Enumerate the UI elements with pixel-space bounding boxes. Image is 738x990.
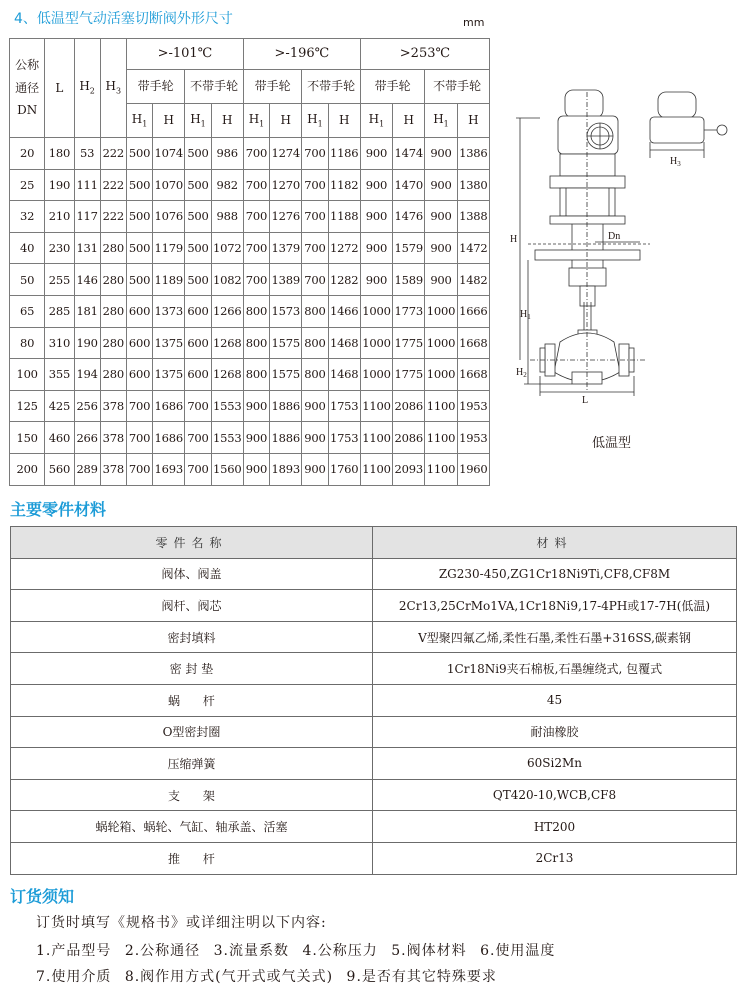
table-cell: 1100 [360, 422, 392, 454]
label-h3: $H_3$ [670, 156, 681, 168]
table-cell: 986 [211, 138, 243, 170]
table-cell: 700 [302, 138, 328, 170]
table-cell: 460 [45, 422, 74, 454]
header-h1: $H_1$ [302, 104, 328, 138]
table-cell: 1070 [153, 169, 185, 201]
part-material: 2Cr13,25CrMo1VA,1Cr18Ni9,17-4PH或17-7H(低温) [373, 590, 737, 622]
label-h: H [510, 234, 518, 245]
part-name: 蜗轮箱、蜗轮、气缸、轴承盖、活塞 [11, 811, 373, 843]
table-cell: 280 [100, 264, 126, 296]
table-cell: 900 [302, 422, 328, 454]
table-cell: 1266 [211, 295, 243, 327]
table-cell: 210 [45, 201, 74, 233]
parts-row [11, 684, 737, 716]
table-row [10, 295, 490, 327]
header-h: H [211, 104, 243, 138]
table-cell: 1573 [270, 295, 302, 327]
table-cell: 1468 [328, 327, 360, 359]
dimensions-table [9, 38, 490, 486]
header-l: L [45, 39, 74, 138]
table-cell: 1474 [393, 138, 425, 170]
table-cell: 700 [243, 232, 269, 264]
table-cell: 117 [74, 201, 100, 233]
table-cell: 500 [126, 232, 152, 264]
table-cell: 600 [185, 327, 211, 359]
table-cell: 1886 [270, 422, 302, 454]
table-cell: 1386 [457, 138, 489, 170]
table-cell: 150 [10, 422, 45, 454]
table-cell: 900 [360, 201, 392, 233]
table-cell: 700 [302, 169, 328, 201]
table-cell: 700 [185, 390, 211, 422]
table-cell: 600 [185, 295, 211, 327]
table-cell: 500 [185, 232, 211, 264]
table-cell: 280 [100, 327, 126, 359]
extension-plate [535, 250, 640, 260]
parts-row [11, 558, 737, 590]
table-cell: 255 [45, 264, 74, 296]
table-cell: 1389 [270, 264, 302, 296]
ordering-item: 1.产品型号 [36, 943, 112, 959]
parts-header-material: 材料 [373, 527, 737, 559]
table-cell: 900 [243, 453, 269, 485]
ordering-line-1 [36, 940, 555, 960]
table-cell: 230 [45, 232, 74, 264]
table-cell: 1373 [153, 295, 185, 327]
table-cell: 1100 [360, 390, 392, 422]
table-cell: 700 [185, 453, 211, 485]
side-actuator [658, 92, 696, 118]
header-h: H [393, 104, 425, 138]
table-cell: 1686 [153, 422, 185, 454]
table-cell: 194 [74, 359, 100, 391]
table-cell: 1775 [393, 359, 425, 391]
table-cell: 100 [10, 359, 45, 391]
part-name: 支 架 [11, 779, 373, 811]
table-cell: 1100 [425, 390, 457, 422]
table-row [10, 390, 490, 422]
part-material: 60Si2Mn [373, 748, 737, 780]
parts-table [10, 526, 737, 875]
ordering-title: 订货须知 [10, 887, 75, 906]
table-cell: 500 [185, 264, 211, 296]
part-material: HT200 [373, 811, 737, 843]
header-temp-253: >253℃ [360, 39, 489, 70]
table-cell: 1072 [211, 232, 243, 264]
table-cell: 1686 [153, 390, 185, 422]
table-cell: 1000 [360, 327, 392, 359]
table-cell: 1272 [328, 232, 360, 264]
table-cell: 1693 [153, 453, 185, 485]
table-cell: 1375 [153, 327, 185, 359]
table-cell: 700 [126, 453, 152, 485]
table-cell: 1000 [425, 295, 457, 327]
label-dn: Dn [608, 231, 621, 242]
table-cell: 600 [126, 295, 152, 327]
table-cell: 1268 [211, 359, 243, 391]
table-cell: 500 [126, 264, 152, 296]
table-cell: 25 [10, 169, 45, 201]
table-cell: 600 [126, 359, 152, 391]
part-material: 1Cr18Ni9夹石棉板,石墨缠绕式, 包覆式 [373, 653, 737, 685]
header-with-handwheel: 带手轮 [243, 70, 301, 104]
cylinder [560, 154, 615, 176]
part-name: 密封填料 [11, 621, 373, 653]
table-cell: 900 [360, 264, 392, 296]
table-cell: 1753 [328, 422, 360, 454]
part-name: 密 封 垫 [11, 653, 373, 685]
table-cell: 1476 [393, 201, 425, 233]
part-material: 耐油橡胶 [373, 716, 737, 748]
table-row [10, 138, 490, 170]
table-cell: 900 [425, 232, 457, 264]
header-h: H [457, 104, 489, 138]
table-cell: 1282 [328, 264, 360, 296]
table-cell: 256 [74, 390, 100, 422]
ordering-item: 9.是否有其它特殊要求 [346, 969, 497, 985]
table-cell: 900 [360, 232, 392, 264]
table-cell: 1000 [360, 359, 392, 391]
table-cell: 425 [45, 390, 74, 422]
table-row [10, 359, 490, 391]
header-without-handwheel: 不带手轮 [425, 70, 490, 104]
table-cell: 900 [425, 138, 457, 170]
table-cell: 700 [302, 232, 328, 264]
table-cell: 111 [74, 169, 100, 201]
table-cell: 310 [45, 327, 74, 359]
table-cell: 1379 [270, 232, 302, 264]
table-cell: 65 [10, 295, 45, 327]
parts-row [11, 811, 737, 843]
table-cell: 1100 [425, 422, 457, 454]
table-cell: 1482 [457, 264, 489, 296]
table-cell: 1773 [393, 295, 425, 327]
part-name: 压缩弹簧 [11, 748, 373, 780]
table-cell: 500 [185, 169, 211, 201]
table-cell: 1375 [153, 359, 185, 391]
table-cell: 280 [100, 295, 126, 327]
parts-row [11, 621, 737, 653]
table-cell: 1953 [457, 390, 489, 422]
table-cell: 131 [74, 232, 100, 264]
table-cell: 1960 [457, 453, 489, 485]
table-cell: 1380 [457, 169, 489, 201]
table-cell: 1388 [457, 201, 489, 233]
table-cell: 2086 [393, 422, 425, 454]
header-h1: $H_1$ [185, 104, 211, 138]
parts-row [11, 716, 737, 748]
table-cell: 700 [185, 422, 211, 454]
table-cell: 1893 [270, 453, 302, 485]
unit-label: mm [463, 16, 485, 29]
part-name: 阀体、阀盖 [11, 558, 373, 590]
table-cell: 1000 [425, 359, 457, 391]
table-cell: 1470 [393, 169, 425, 201]
table-cell: 1953 [457, 422, 489, 454]
parts-row [11, 779, 737, 811]
table-cell: 1000 [425, 327, 457, 359]
table-cell: 1270 [270, 169, 302, 201]
table-cell: 800 [243, 327, 269, 359]
table-cell: 2086 [393, 390, 425, 422]
ordering-item: 8.阀作用方式(气开式或气关式) [124, 969, 334, 985]
table-cell: 40 [10, 232, 45, 264]
table-row [10, 232, 490, 264]
table-cell: 1575 [270, 327, 302, 359]
table-cell: 20 [10, 138, 45, 170]
table-row [10, 201, 490, 233]
table-cell: 1668 [457, 327, 489, 359]
header-with-handwheel: 带手轮 [126, 70, 184, 104]
table-cell: 700 [302, 201, 328, 233]
table-cell: 1468 [328, 359, 360, 391]
table-cell: 378 [100, 453, 126, 485]
header-temp-196: >-196℃ [243, 39, 360, 70]
table-cell: 900 [360, 169, 392, 201]
table-cell: 1579 [393, 232, 425, 264]
part-material: V型聚四氟乙烯,柔性石墨,柔性石墨+316SS,碳素钢 [373, 621, 737, 653]
table-cell: 600 [126, 327, 152, 359]
part-material: ZG230-450,ZG1Cr18Ni9Ti,CF8,CF8M [373, 558, 737, 590]
table-cell: 1082 [211, 264, 243, 296]
table-cell: 500 [185, 138, 211, 170]
table-cell: 222 [100, 201, 126, 233]
table-cell: 1076 [153, 201, 185, 233]
table-cell: 988 [211, 201, 243, 233]
header-h1: $H_1$ [126, 104, 152, 138]
table-cell: 1100 [425, 453, 457, 485]
table-cell: 80 [10, 327, 45, 359]
ordering-item: 2.公称通径 [124, 943, 201, 959]
table-cell: 700 [126, 422, 152, 454]
header-dn: 公称 通径 DN [10, 39, 45, 138]
table-cell: 1276 [270, 201, 302, 233]
table-cell: 1560 [211, 453, 243, 485]
table-cell: 285 [45, 295, 74, 327]
table-cell: 500 [126, 201, 152, 233]
table-cell: 600 [185, 359, 211, 391]
table-cell: 700 [243, 201, 269, 233]
table-cell: 900 [302, 390, 328, 422]
table-cell: 1666 [457, 295, 489, 327]
parts-row [11, 842, 737, 874]
table-cell: 1274 [270, 138, 302, 170]
table-cell: 700 [302, 264, 328, 296]
part-material: 2Cr13 [373, 842, 737, 874]
table-cell: 800 [302, 327, 328, 359]
table-cell: 1466 [328, 295, 360, 327]
table-cell: 900 [302, 453, 328, 485]
part-name: 推 杆 [11, 842, 373, 874]
header-without-handwheel: 不带手轮 [302, 70, 360, 104]
table-cell: 1186 [328, 138, 360, 170]
parts-row [11, 653, 737, 685]
header-h3: $H_3$ [100, 39, 126, 138]
table-cell: 1553 [211, 390, 243, 422]
table-cell: 378 [100, 390, 126, 422]
ordering-intro: 订货时填写《规格书》或详细注明以下内容: [36, 915, 327, 931]
table-cell: 280 [100, 359, 126, 391]
table-cell: 800 [243, 295, 269, 327]
ordering-item: 7.使用介质 [36, 969, 112, 985]
header-h1: $H_1$ [243, 104, 269, 138]
table-cell: 900 [243, 390, 269, 422]
header-without-handwheel: 不带手轮 [185, 70, 243, 104]
table-cell: 800 [302, 359, 328, 391]
table-cell: 266 [74, 422, 100, 454]
table-cell: 1100 [360, 453, 392, 485]
diagram-caption: 低温型 [592, 436, 632, 451]
table-cell: 1074 [153, 138, 185, 170]
table-cell: 190 [74, 327, 100, 359]
table-cell: 2093 [393, 453, 425, 485]
table-cell: 32 [10, 201, 45, 233]
header-h2: $H_2$ [74, 39, 100, 138]
table-cell: 53 [74, 138, 100, 170]
table-row [10, 422, 490, 454]
table-cell: 982 [211, 169, 243, 201]
table-row [10, 264, 490, 296]
table-cell: 1000 [360, 295, 392, 327]
table-cell: 800 [243, 359, 269, 391]
table-cell: 500 [126, 138, 152, 170]
table-cell: 700 [126, 390, 152, 422]
table-cell: 1760 [328, 453, 360, 485]
table-cell: 146 [74, 264, 100, 296]
header-h1: $H_1$ [360, 104, 392, 138]
table-cell: 1668 [457, 359, 489, 391]
table-cell: 700 [243, 138, 269, 170]
parts-row [11, 590, 737, 622]
dimensions-title: 4、低温型气动活塞切断阀外形尺寸 [14, 11, 233, 27]
table-cell: 700 [243, 169, 269, 201]
label-h1: $H_1$ [520, 309, 531, 321]
table-cell: 1472 [457, 232, 489, 264]
table-cell: 900 [360, 138, 392, 170]
parts-header-name: 零件名称 [11, 527, 373, 559]
table-cell: 50 [10, 264, 45, 296]
part-name: O型密封圈 [11, 716, 373, 748]
table-row [10, 169, 490, 201]
ordering-item: 3.流量系数 [213, 943, 289, 959]
table-cell: 560 [45, 453, 74, 485]
table-cell: 190 [45, 169, 74, 201]
table-cell: 1575 [270, 359, 302, 391]
valve-diagram [500, 72, 738, 462]
table-cell: 1753 [328, 390, 360, 422]
table-cell: 280 [100, 232, 126, 264]
parts-title: 主要零件材料 [10, 500, 107, 519]
part-name: 蜗 杆 [11, 684, 373, 716]
table-cell: 355 [45, 359, 74, 391]
parts-row [11, 748, 737, 780]
table-cell: 900 [425, 264, 457, 296]
table-cell: 1182 [328, 169, 360, 201]
table-cell: 800 [302, 295, 328, 327]
table-cell: 900 [425, 201, 457, 233]
part-material: 45 [373, 684, 737, 716]
table-cell: 378 [100, 422, 126, 454]
table-row [10, 327, 490, 359]
table-cell: 1188 [328, 201, 360, 233]
ordering-line-2 [36, 966, 497, 986]
header-h1: $H_1$ [425, 104, 457, 138]
label-l: L [582, 395, 589, 406]
header-h: H [328, 104, 360, 138]
table-cell: 1886 [270, 390, 302, 422]
header-h: H [153, 104, 185, 138]
table-cell: 181 [74, 295, 100, 327]
table-cell: 900 [425, 169, 457, 201]
table-cell: 180 [45, 138, 74, 170]
table-cell: 289 [74, 453, 100, 485]
label-h2: $H_2$ [516, 367, 527, 379]
table-cell: 200 [10, 453, 45, 485]
table-cell: 1189 [153, 264, 185, 296]
ordering-item: 6.使用温度 [480, 943, 556, 959]
table-cell: 125 [10, 390, 45, 422]
header-h: H [270, 104, 302, 138]
ordering-item: 5.阀体材料 [391, 943, 467, 959]
header-temp-101: >-101℃ [126, 39, 243, 70]
ordering-item: 4.公称压力 [302, 943, 378, 959]
table-cell: 700 [243, 264, 269, 296]
table-cell: 1179 [153, 232, 185, 264]
table-cell: 222 [100, 138, 126, 170]
part-name: 阀杆、阀芯 [11, 590, 373, 622]
table-cell: 500 [126, 169, 152, 201]
table-cell: 500 [185, 201, 211, 233]
part-material: QT420-10,WCB,CF8 [373, 779, 737, 811]
table-cell: 1589 [393, 264, 425, 296]
table-cell: 222 [100, 169, 126, 201]
table-cell: 1553 [211, 422, 243, 454]
header-with-handwheel: 带手轮 [360, 70, 425, 104]
table-cell: 900 [243, 422, 269, 454]
table-cell: 1775 [393, 327, 425, 359]
table-row [10, 453, 490, 485]
actuator-top [565, 90, 603, 118]
table-cell: 1268 [211, 327, 243, 359]
